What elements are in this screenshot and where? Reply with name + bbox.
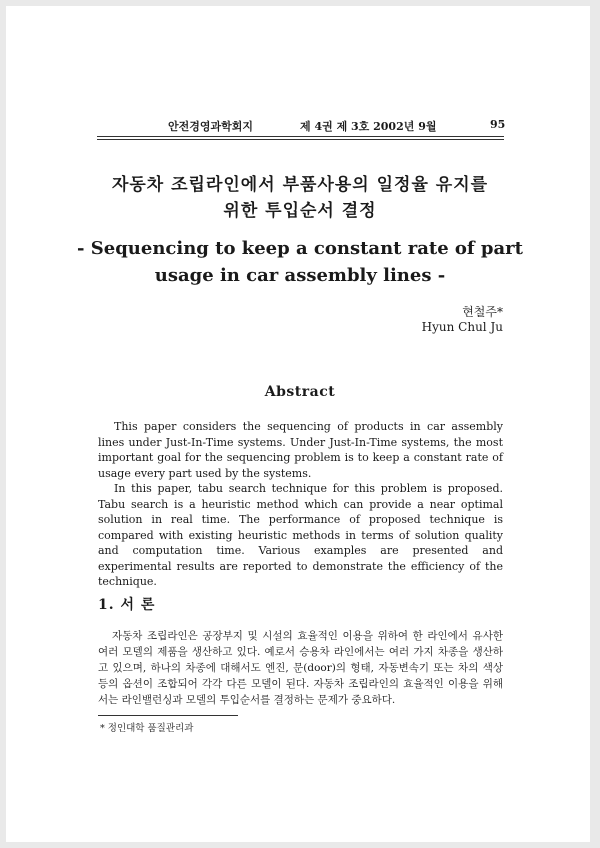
english-title-line1: - Sequencing to keep a constant rate of part [77,238,523,259]
header-rule-top [97,136,504,137]
abstract-text-2: In this paper, tabu search technique for this problem is proposed. Tabu search is a heuristic method which can provide a near optimal solution in real time. The performance of proposed technique is compared with existing heuristic methods in terms of solution quality and computation time. Various examples are presented and experimental results are reported to demonstrate the efficiency of the technique. [98,482,503,588]
running-header [0,118,600,138]
abstract-paragraph-2 [98,481,503,590]
introduction-paragraph: 자동차 조립라인은 공장부지 및 시설의 효율적인 이용을 위하여 한 라인에서 유사한 여러 모델의 제품을 생산하고 있다. 예로서 승용차 라인에서는 여러 가지 차종을 생산하고 있으며, 하나의 차종에 대해서도 엔진, 문(door)의 형태, 자동변속기 또는 차의 색상 등의 옵션이 조합되어 각각 다른 모델이 된다. 자동차 조립라인의 효율적인 이용을 위해서는 라인밸런싱과 모델의 투입순서를 결정하는 문제가 중요하다. [98,630,503,706]
journal-name: 안전경영과학회지 [168,120,254,133]
page-number: 95 [490,118,506,131]
korean-title-line1: 자동차 조립라인에서 부품사용의 일정율 유지를 [111,175,489,195]
author-korean-name: 현철주* [462,305,503,319]
author-english-name: Hyun Chul Ju [421,320,503,334]
footnote-rule [98,715,238,716]
section-heading: 1. 서 론 [98,597,156,613]
abstract-heading: Abstract [264,384,336,400]
header-rule-bottom [97,139,504,140]
abstract-paragraph-1 [98,419,503,481]
korean-title-line2: 위한 투입순서 결정 [223,201,377,221]
introduction-body [98,628,503,708]
footnote-affiliation: * 정인대학 품질관리과 [100,723,194,734]
volume-issue: 제 4권 제 3호 2002년 9월 [300,120,437,133]
abstract-text-1: This paper considers the sequencing of products in car assembly lines under Just-In-Time systems. Under Just-In-Time systems, the most important goal for the sequencing problem is to keep a constant rate of usage every part used by the systems. [98,420,503,480]
english-title-line2: usage in car assembly lines - [154,265,446,286]
